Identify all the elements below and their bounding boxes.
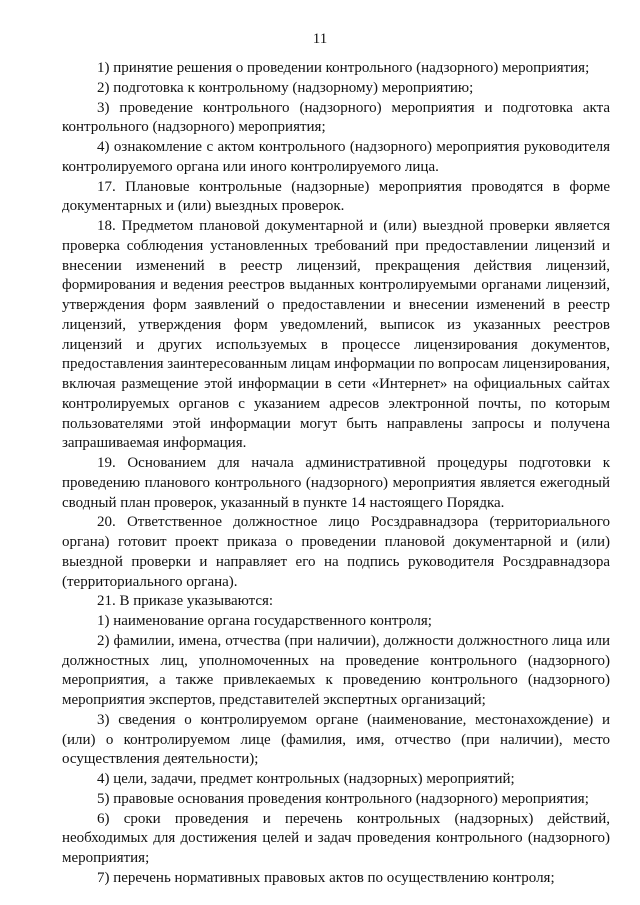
paragraph: 18. Предметом плановой документарной и (или) выездной проверки является проверка соблюдения установленных требований при предоставлении лицензий и внесении изменений в реестр лицензий, прекращения действия лицензий, формирования и ведения реестров выданных контролируемыми органами лицензий, утверждения форм заявлений о предоставлении и внесении изменений в реестр лицензий, утверждения форм уведомлений, выписок из указанных реестров лицензий и других используемых в процессе лицензирования документов, предоставления заинтересованным лицам информации по вопросам лицензирования, включая размещение этой информации в сети «Интернет» на официальных сайтах контролируемых органов с указанием адресов электронной почты, по которым пользователями этой информации могут быть направлены запросы и получена запрашиваемая информация.	[62, 218, 610, 452]
paragraph: 1) наименование органа государственного контроля;	[97, 613, 432, 629]
paragraph: 3) проведение контрольного (надзорного) мероприятия и подготовка акта контрольного (надзорного) мероприятия;	[62, 99, 610, 136]
paragraph: 20. Ответственное должностное лицо Росздравнадзора (территориального органа) готовит проект приказа о проведении плановой документарной и (или) выездной проверки и направляет его на подпись руководителя Росздравнадзора (территориального органа).	[62, 514, 610, 590]
page-number: 11	[312, 31, 328, 47]
paragraph: 6) сроки проведения и перечень контрольных (надзорных) действий, необходимых для достижения целей и задач проведения контрольного (надзорного) мероприятия;	[62, 810, 610, 866]
paragraph: 19. Основанием для начала административной процедуры подготовки к проведению планового контрольного (надзорного) мероприятия является ежегодный сводный план проверок, указанный в пункте 14 настоящего Порядка.	[62, 455, 610, 511]
paragraph: 1) принятие решения о проведении контрольного (надзорного) мероприятия;	[97, 60, 590, 76]
paragraph: 4) ознакомление с актом контрольного (надзорного) мероприятия руководителя контролируемого органа или иного контролируемого лица.	[62, 139, 610, 175]
paragraph: 2) подготовка к контрольному (надзорному) мероприятию;	[97, 79, 474, 96]
paragraph: 17. Плановые контрольные (надзорные) мероприятия проводятся в форме документарных и (или) выездных проверок.	[62, 178, 610, 215]
paragraph: 2) фамилии, имена, отчества (при наличии), должности должностного лица или должностных лиц, уполномоченных на проведение контрольного (надзорного) мероприятия, а также привлекаемых к проведению контрольного (надзорного) мероприятия экспертов, представителей экспертных организаций;	[62, 632, 610, 708]
paragraph: 3) сведения о контролируемом органе (наименование, местонахождение) и (или) о контролируемом лице (фамилия, имя, отчество (при наличии), место осуществления деятельности);	[62, 711, 610, 768]
paragraph: 7) перечень нормативных правовых актов по осуществлению контроля;	[97, 869, 555, 886]
paragraph: 21. В приказе указываются:	[97, 593, 274, 610]
document-body	[62, 59, 610, 889]
paragraph: 4) цели, задачи, предмет контрольных (надзорных) мероприятий;	[97, 771, 515, 787]
paragraph: 5) правовые основания проведения контрольного (надзорного) мероприятия;	[97, 790, 589, 807]
